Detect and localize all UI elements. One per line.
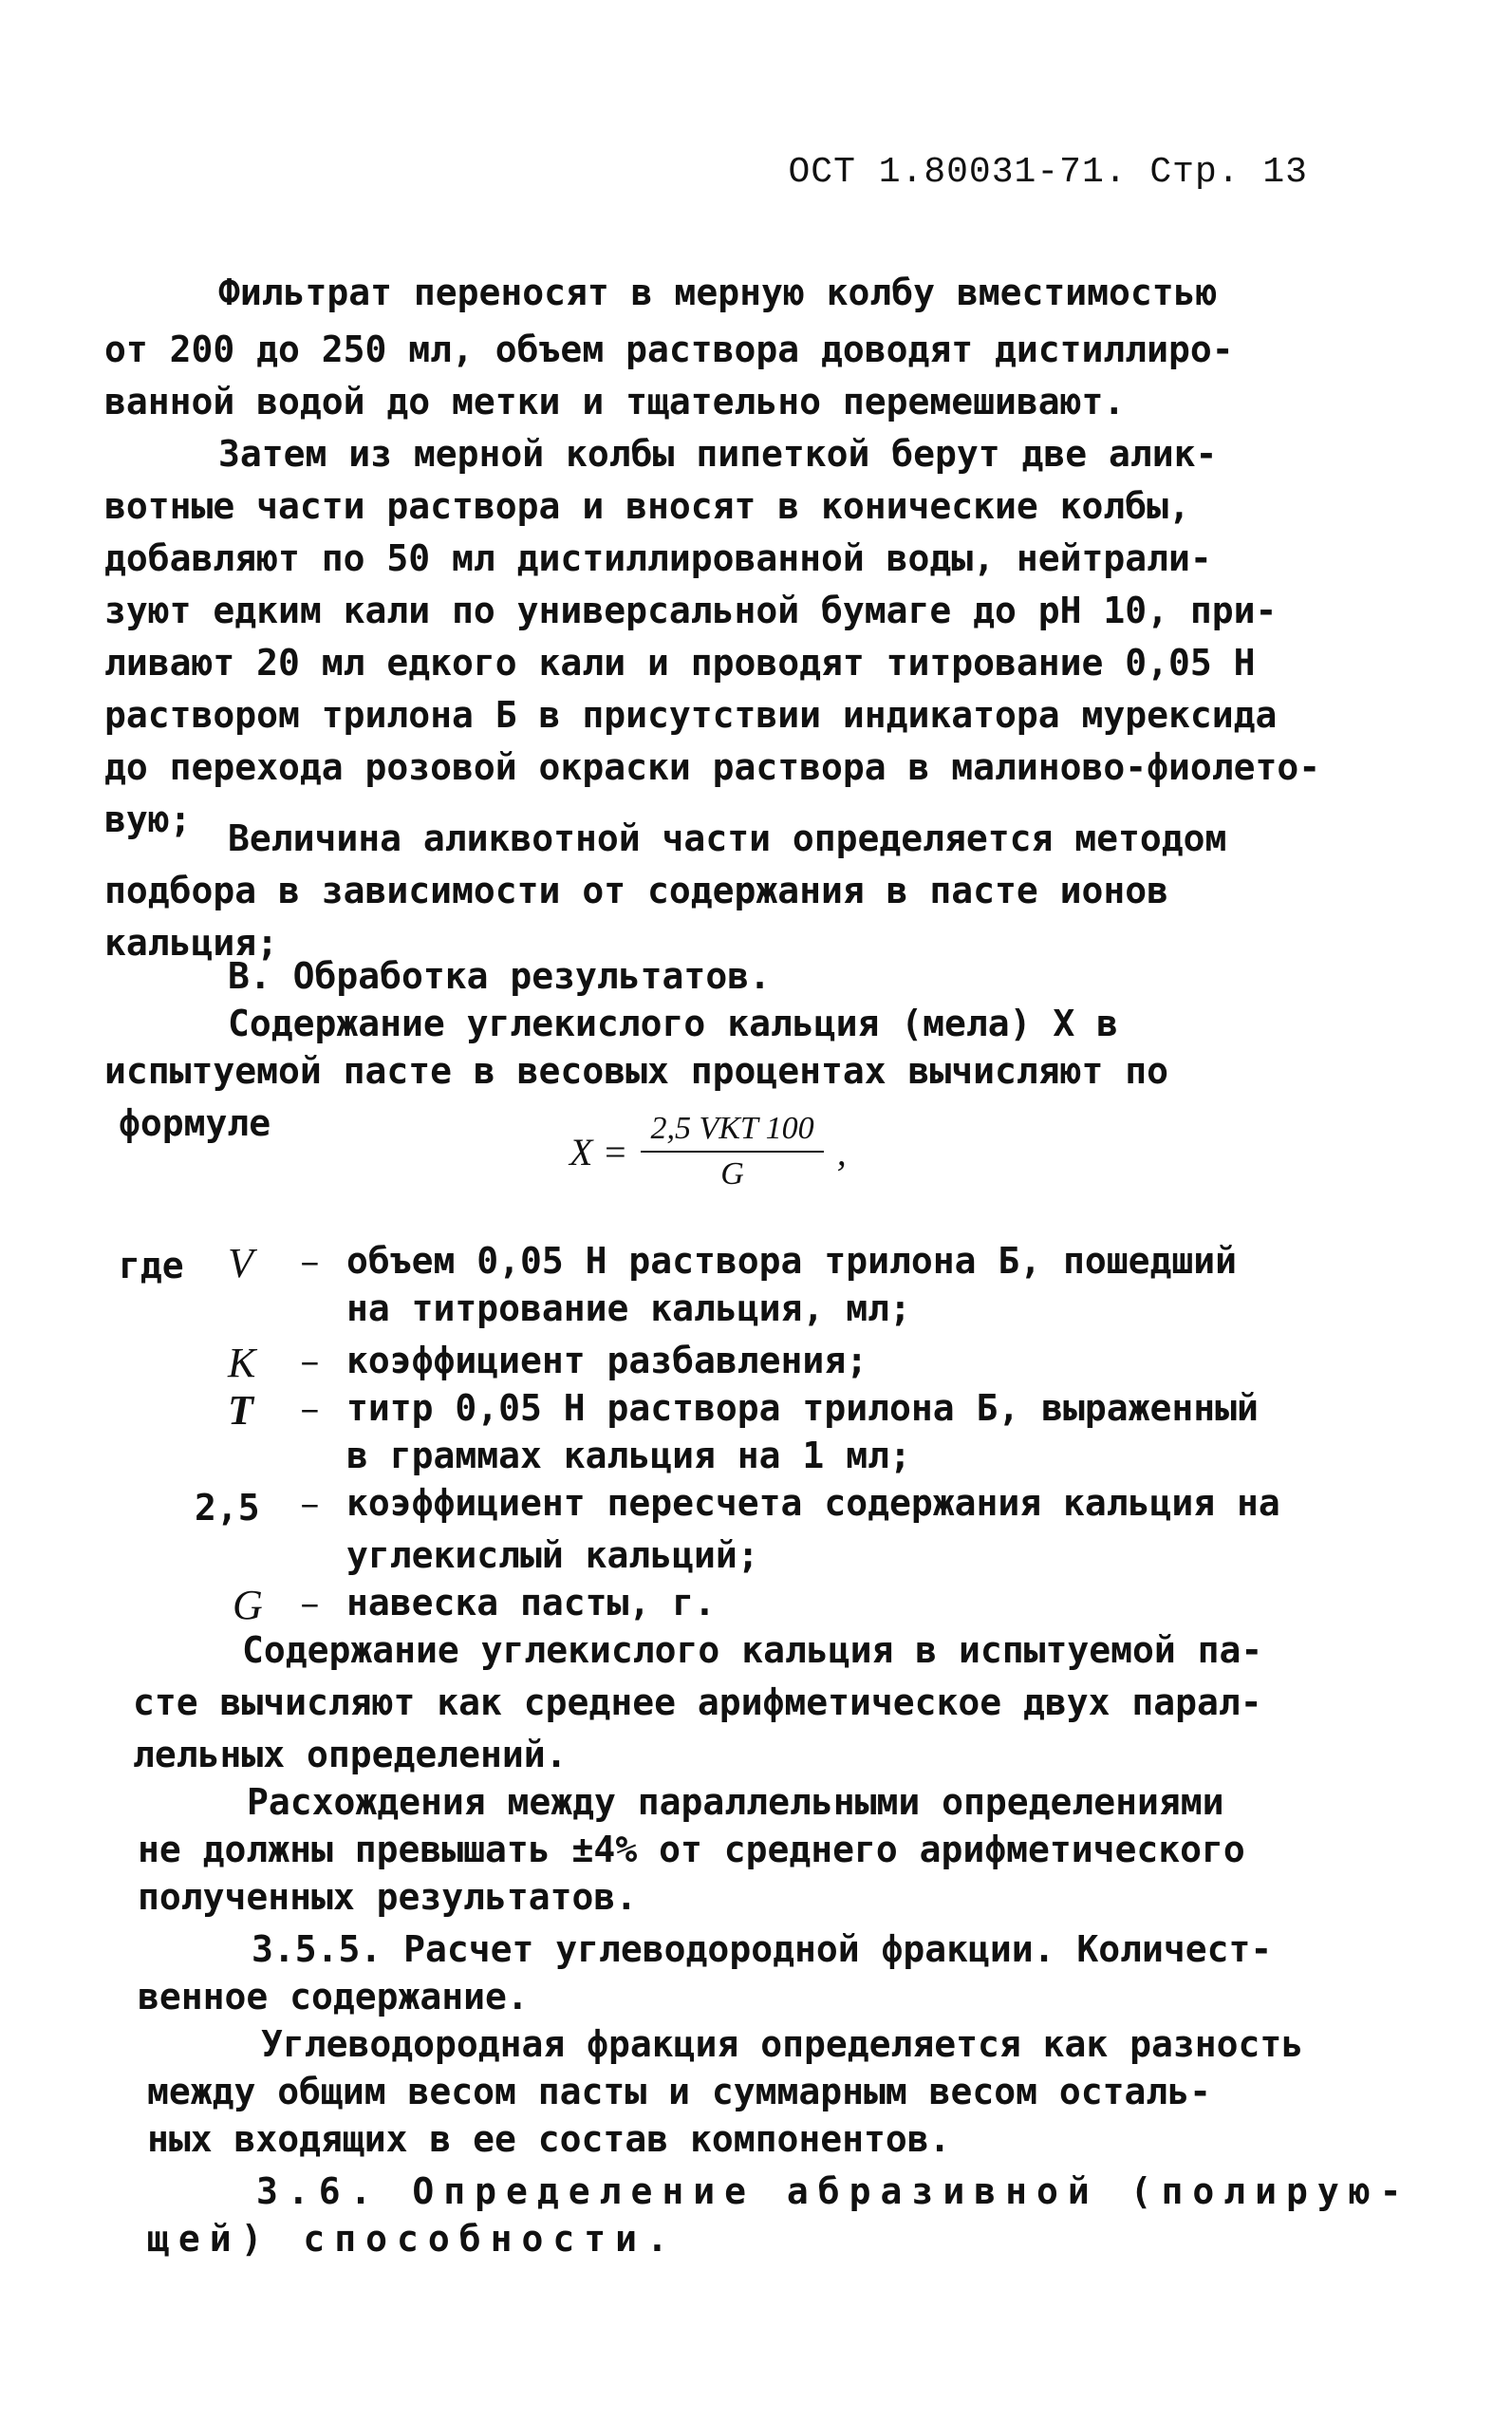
legend-dash: –	[299, 1244, 321, 1285]
text-line: добавляют по 50 мл дистиллированной воды, нейтрали-	[104, 537, 1212, 579]
text-line: венное содержание.	[138, 1976, 529, 2018]
legend-desc: в граммах кальция на 1 мл;	[346, 1435, 911, 1476]
section-heading: 3.6. Определение абразивной (полирую-	[256, 2170, 1411, 2212]
text-line: ливают 20 мл едкого кали и проводят титрование 0,05 Н	[104, 642, 1256, 684]
formula-lhs: X	[569, 1130, 593, 1173]
text-line: полученных результатов.	[138, 1876, 638, 1918]
legend-symbol: G	[233, 1582, 263, 1628]
text-line: формуле	[119, 1102, 271, 1144]
section-heading: щей) способности.	[147, 2218, 678, 2260]
formula-denominator: G	[720, 1156, 744, 1192]
text-line: ных входящих в ее состав компонентов.	[147, 2118, 951, 2160]
text-line: Углеводородная фракция определяется как разность	[261, 2023, 1304, 2065]
legend-desc: навеска пасты, г.	[346, 1582, 716, 1623]
text-line: до перехода розовой окраски раствора в малиново-фиолето-	[104, 746, 1321, 788]
legend-desc: углекислый кальций;	[346, 1534, 759, 1576]
legend-symbol: T	[228, 1387, 253, 1434]
text-line: от 200 до 250 мл, объем раствора доводят дистиллиро-	[104, 328, 1234, 370]
legend-desc: объем 0,05 Н раствора трилона Б, пошедший	[346, 1240, 1237, 1282]
formula-fraction	[641, 1111, 823, 1192]
legend-symbol: V	[228, 1240, 253, 1286]
formula-tail: ,	[836, 1130, 847, 1173]
text-line: испытуемой пасте в весовых процентах вычисляют по	[104, 1050, 1169, 1092]
text-line: раствором трилона Б в присутствии индикатора мурексида	[104, 694, 1278, 736]
text-line: вотные части раствора и вносят в конические колбы,	[104, 485, 1190, 527]
legend-dash: –	[299, 1391, 321, 1432]
text-line: не должны превышать ±4% от среднего арифметического	[138, 1829, 1245, 1870]
text-line: сте вычисляют как среднее арифметическое двух парал-	[133, 1681, 1262, 1723]
text-line: 3.5.5. Расчет углеводородной фракции. Количест-	[252, 1928, 1273, 1970]
text-line: ванной водой до метки и тщательно перемешивают.	[104, 381, 1126, 422]
formula-numerator: 2,5 VKT 100	[641, 1111, 823, 1153]
legend-symbol: K	[228, 1340, 256, 1386]
text-line: Содержание углекислого кальция (мела) X в	[228, 1003, 1118, 1044]
text-line: Затем из мерной колбы пипеткой берут две алик-	[218, 433, 1218, 475]
legend-dash: –	[299, 1586, 321, 1626]
text-line: вую;	[104, 798, 192, 840]
text-line: Величина аликвотной части определяется методом	[228, 817, 1227, 859]
text-line: Расхождения между параллельными определениями	[247, 1781, 1224, 1823]
text-line: подбора в зависимости от содержания в пасте ионов	[104, 870, 1169, 911]
text-line: между общим весом пасты и суммарным весом осталь-	[147, 2071, 1212, 2112]
text-line: кальция;	[104, 922, 279, 964]
text-line: зуют едким кали по универсальной бумаге до рН 10, при-	[104, 590, 1278, 631]
text-line: лельных определений.	[133, 1734, 568, 1775]
page-header: ОСТ 1.80031-71. Стр. 13	[788, 152, 1308, 193]
legend-where: где	[119, 1245, 184, 1286]
text-line: В. Обработка результатов.	[228, 955, 771, 997]
legend-desc: титр 0,05 Н раствора трилона Б, выраженный	[346, 1387, 1259, 1429]
legend-dash: –	[299, 1343, 321, 1384]
legend-symbol: 2,5	[195, 1487, 260, 1529]
legend-desc: коэффициент разбавления;	[346, 1340, 868, 1381]
legend-dash: –	[299, 1486, 321, 1527]
legend-desc: на титрование кальция, мл;	[346, 1287, 911, 1329]
formula	[569, 1111, 847, 1192]
text-line: Содержание углекислого кальция в испытуемой па-	[242, 1629, 1263, 1671]
text-line: Фильтрат переносят в мерную колбу вместимостью	[218, 272, 1218, 313]
formula-equals: =	[602, 1130, 628, 1173]
legend-desc: коэффициент пересчета содержания кальция на	[346, 1482, 1280, 1524]
